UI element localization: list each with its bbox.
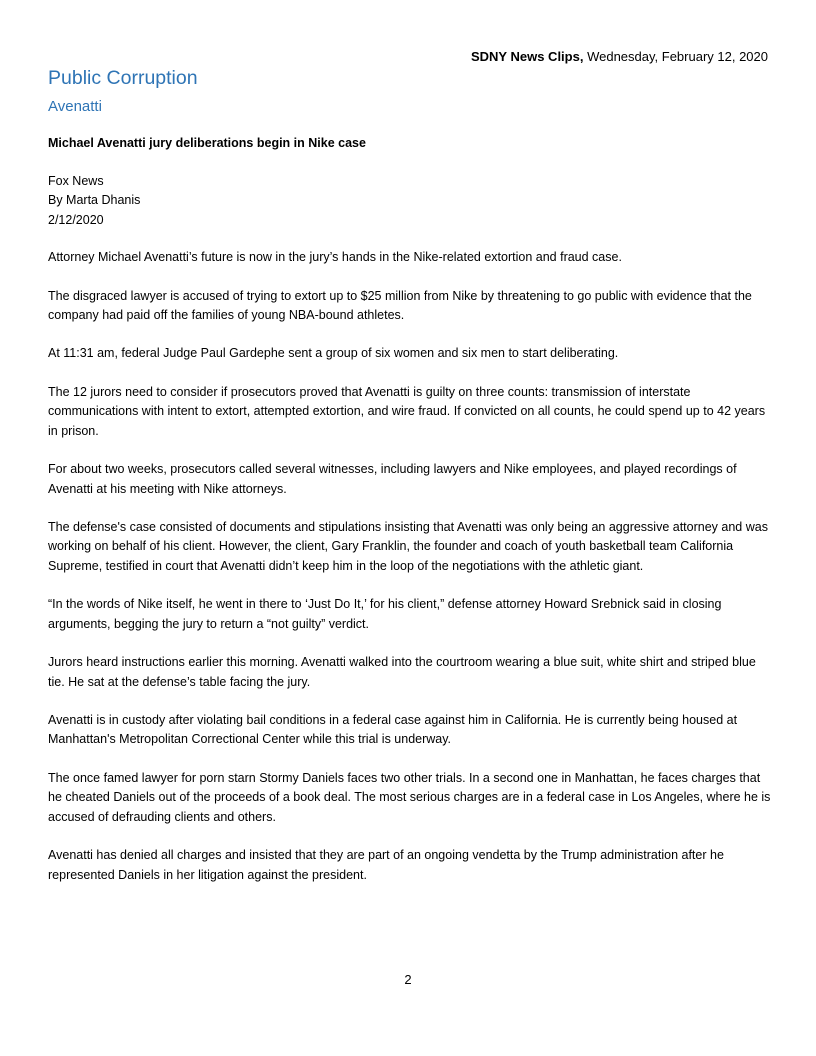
article-headline: Michael Avenatti jury deliberations begin in Nike case: [48, 136, 366, 150]
article-paragraph: “In the words of Nike itself, he went in there to ‘Just Do It,’ for his client,” defense attorney Howard Srebnick said in closing arguments, begging the jury to return a “not guilty” verdict.: [48, 597, 722, 631]
article-paragraph: Attorney Michael Avenatti’s future is now in the jury’s hands in the Nike-related extortion and fraud case.: [48, 250, 622, 264]
article-outlet: Fox News: [48, 174, 104, 188]
page-number: 2: [404, 972, 412, 987]
article-paragraph: The defense's case consisted of documents and stipulations insisting that Avenatti was only being an aggressive attorney and was working on behalf of his client. However, the client, Gary Franklin, the founder and coach of youth basketball team California Supreme, testified in court that Avenatti didn’t keep him in the loop of the negotiations with the athletic giant.: [48, 520, 768, 573]
article-paragraph: The disgraced lawyer is accused of trying to extort up to $25 million from Nike by threatening to go public with evidence that the company had paid off the families of young NBA-bound athletes.: [48, 288, 752, 322]
header-source: SDNY News Clips,: [470, 49, 584, 64]
subsection-title: Avenatti: [48, 98, 102, 115]
page-header: [471, 49, 768, 64]
article-paragraph: Avenatti has denied all charges and insisted that they are part of an ongoing vendetta by the Trump administration after he represented Daniels in her litigation against the president.: [48, 848, 724, 882]
article-paragraph: Jurors heard instructions earlier this morning. Avenatti walked into the courtroom wearing a blue suit, white shirt and striped blue tie. He sat at the defense’s table facing the jury.: [48, 655, 756, 689]
article-byline: By Marta Dhanis: [48, 193, 141, 208]
header-date: Wednesday, February 12, 2020: [587, 49, 768, 64]
article-paragraph: The once famed lawyer for porn starn Stormy Daniels faces two other trials. In a second one in Manhattan, he faces charges that he cheated Daniels out of the proceeds of a book deal. The most serious charges are in a federal case in Los Angeles, where he is accused of defrauding clients and others.: [48, 771, 771, 824]
article-paragraph: Avenatti is in custody after violating bail conditions in a federal case against him in California. He is currently being housed at Manhattan's Metropolitan Correctional Center while this trial is underway.: [48, 713, 738, 747]
article-meta: [48, 172, 140, 230]
article-body: [48, 248, 773, 904]
article-date: 2/12/2020: [48, 212, 104, 227]
article-paragraph: The 12 jurors need to consider if prosecutors proved that Avenatti is guilty on three counts: transmission of interstate communications with intent to extort, attempted extortion, and wire fraud. If convicted on all counts, he could spend up to 42 years in prison.: [48, 385, 766, 438]
section-title: Public Corruption: [48, 67, 198, 89]
article-paragraph: For about two weeks, prosecutors called several witnesses, including lawyers and Nike employees, and played recordings of Avenatti at his meeting with Nike attorneys.: [48, 462, 737, 496]
article-paragraph: At 11:31 am, federal Judge Paul Gardephe sent a group of six women and six men to start deliberating.: [48, 346, 619, 361]
